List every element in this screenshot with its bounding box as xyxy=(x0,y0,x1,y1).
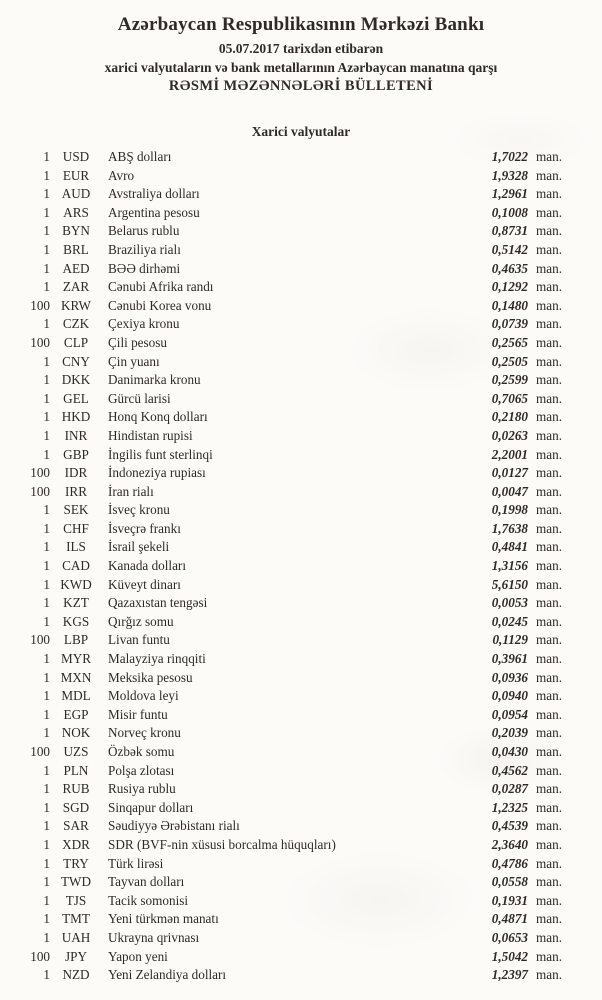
currency-name: İndoneziya rupiası xyxy=(108,465,206,481)
rate-quantity: 1 xyxy=(43,799,50,815)
currency-name: Səudiyyə Ərəbistanı rialı xyxy=(108,818,240,834)
currency-name: Argentina pesosu xyxy=(108,204,200,220)
rate-quantity: 1 xyxy=(43,836,50,852)
rate-value: 0,0940 xyxy=(491,688,528,704)
rate-value: 0,5142 xyxy=(491,241,528,257)
rate-quantity: 100 xyxy=(30,334,50,350)
section-title: Xarici valyutalar xyxy=(251,124,351,139)
rate-value: 0,0954 xyxy=(491,706,528,722)
rate-row xyxy=(0,464,576,483)
rate-value: 2,3640 xyxy=(491,836,528,852)
rate-unit: man. xyxy=(536,502,563,518)
rate-unit: man. xyxy=(536,520,563,536)
effective-date: 05.07.2017 tarixdən etibarən xyxy=(218,41,384,56)
currency-code: ARS xyxy=(63,204,89,220)
rate-quantity: 100 xyxy=(30,948,50,964)
rate-quantity: 1 xyxy=(43,967,50,983)
currency-name: İsveç kronu xyxy=(108,502,170,518)
rate-unit: man. xyxy=(536,799,563,815)
currency-code: SGD xyxy=(62,799,90,815)
currency-name: Polşa zlotası xyxy=(108,762,175,778)
rate-unit: man. xyxy=(536,818,563,834)
currency-code: CHF xyxy=(63,520,89,536)
rate-unit: man. xyxy=(536,632,563,648)
rate-value: 0,1998 xyxy=(491,502,528,518)
currency-name: Qazaxıstan tengəsi xyxy=(108,595,208,611)
rate-value: 0,4841 xyxy=(491,539,528,555)
rate-unit: man. xyxy=(536,744,563,759)
rate-unit: man. xyxy=(536,149,563,164)
currency-code: CZK xyxy=(62,316,90,332)
rate-value: 0,4871 xyxy=(491,911,528,927)
rate-unit: man. xyxy=(536,334,563,350)
currency-code: BYN xyxy=(62,223,90,239)
rate-row xyxy=(0,873,576,892)
bank-title: Azərbaycan Respublikasının Mərkəzi Bankı xyxy=(117,14,485,35)
rate-value: 1,2961 xyxy=(491,186,528,202)
currency-name: Cənubi Afrika randı xyxy=(108,279,214,295)
rate-value: 0,1008 xyxy=(491,204,528,220)
rate-row xyxy=(0,799,576,818)
rate-unit: man. xyxy=(536,725,563,741)
currency-name: Norveç kronu xyxy=(108,725,181,741)
rate-value: 0,0127 xyxy=(491,465,528,481)
currency-name: Cənubi Korea vonu xyxy=(108,297,212,313)
currency-name: İran rialı xyxy=(108,483,154,499)
currency-code: GEL xyxy=(63,390,89,406)
rate-row xyxy=(0,948,576,967)
rate-unit: man. xyxy=(536,316,563,332)
rate-row xyxy=(0,613,576,632)
rate-unit: man. xyxy=(536,595,563,611)
rate-row xyxy=(0,185,576,204)
currency-code: UZS xyxy=(63,744,89,759)
currency-code: AED xyxy=(62,260,90,276)
currency-code: ZAR xyxy=(62,279,90,295)
currency-code: SEK xyxy=(63,502,89,518)
rate-unit: man. xyxy=(536,372,563,388)
rate-unit: man. xyxy=(536,558,563,574)
currency-code: UAH xyxy=(61,929,91,945)
rate-quantity: 1 xyxy=(43,781,50,797)
currency-code: CLP xyxy=(63,334,89,350)
rate-value: 0,0430 xyxy=(491,744,528,759)
rate-value: 0,1931 xyxy=(491,892,528,908)
rate-value: 0,0936 xyxy=(491,669,528,685)
rate-quantity: 1 xyxy=(43,186,50,202)
rate-row xyxy=(0,222,576,241)
rate-unit: man. xyxy=(536,651,563,667)
currency-code: KRW xyxy=(60,297,92,313)
rate-quantity: 1 xyxy=(43,725,50,741)
currency-name: Yeni türkmən manatı xyxy=(108,911,219,927)
rate-row xyxy=(0,762,576,781)
rate-unit: man. xyxy=(536,167,563,183)
currency-name: Avstraliya dolları xyxy=(108,186,200,202)
rate-value: 1,7638 xyxy=(491,520,528,536)
rate-row xyxy=(0,966,576,985)
rate-value: 0,4635 xyxy=(491,260,528,276)
currency-name: Rusiya rublu xyxy=(108,781,176,797)
rate-row xyxy=(0,390,576,409)
currency-code: PLN xyxy=(63,762,89,778)
currency-name: Kanada dolları xyxy=(108,558,186,574)
currency-code: NOK xyxy=(61,725,91,741)
rate-unit: man. xyxy=(536,409,563,425)
rate-row xyxy=(0,929,576,948)
currency-code: EGP xyxy=(63,706,89,722)
currency-code: AUD xyxy=(61,186,91,202)
rate-value: 2,2001 xyxy=(491,446,528,462)
rate-unit: man. xyxy=(536,874,563,890)
rate-quantity: 1 xyxy=(43,372,50,388)
rate-row xyxy=(0,687,576,706)
bulletin-title: RƏSMİ MƏZƏNNƏLƏRİ BÜLLETENİ xyxy=(168,78,434,94)
currency-name: Sinqapur dolları xyxy=(108,799,194,815)
subtitle: xarici valyutaların və bank metallarının Azərbaycan manatına qarşı xyxy=(104,60,498,75)
rate-value: 0,2039 xyxy=(491,725,528,741)
rate-row xyxy=(0,910,576,929)
rate-quantity: 100 xyxy=(30,465,50,481)
currency-name: Danimarka kronu xyxy=(108,372,201,388)
currency-name: Livan funtu xyxy=(108,632,170,648)
currency-code: JPY xyxy=(65,948,87,964)
rate-unit: man. xyxy=(536,186,563,202)
currency-name: Misir funtu xyxy=(108,706,168,722)
currency-name: Küveyt dinarı xyxy=(108,576,181,592)
rate-value: 0,7065 xyxy=(491,390,528,406)
rate-row xyxy=(0,538,576,557)
rate-quantity: 1 xyxy=(43,613,50,629)
rate-row xyxy=(0,594,576,613)
rate-row xyxy=(0,743,576,762)
currency-name: Yapon yeni xyxy=(108,948,168,964)
currency-code: DKK xyxy=(61,372,91,388)
rates-table xyxy=(0,148,602,985)
rate-value: 0,0287 xyxy=(491,781,528,797)
rate-unit: man. xyxy=(536,688,563,704)
rate-quantity: 1 xyxy=(43,576,50,592)
rate-unit: man. xyxy=(536,781,563,797)
currency-code: LBP xyxy=(63,632,89,648)
rate-value: 0,3961 xyxy=(491,651,528,667)
rate-row xyxy=(0,483,576,502)
rate-quantity: 1 xyxy=(43,520,50,536)
rate-row xyxy=(0,260,576,279)
rate-row xyxy=(0,446,576,465)
rate-row xyxy=(0,501,576,520)
rate-unit: man. xyxy=(536,836,563,852)
rate-row xyxy=(0,353,576,372)
rate-row xyxy=(0,148,576,167)
rate-row xyxy=(0,334,576,353)
rate-row xyxy=(0,855,576,874)
rate-row xyxy=(0,167,576,186)
currency-code: USD xyxy=(62,149,90,164)
currency-name: Çin yuanı xyxy=(108,353,160,369)
currency-code: RUB xyxy=(62,781,90,797)
rate-quantity: 1 xyxy=(43,149,50,164)
rate-value: 0,4539 xyxy=(491,818,528,834)
currency-name: Çexiya kronu xyxy=(108,316,180,332)
currency-name: Yeni Zelandiya dolları xyxy=(108,967,227,983)
rate-unit: man. xyxy=(536,539,563,555)
rate-quantity: 1 xyxy=(43,595,50,611)
rate-row xyxy=(0,631,576,650)
rate-row xyxy=(0,278,576,297)
rate-value: 0,0653 xyxy=(491,929,528,945)
rate-row xyxy=(0,650,576,669)
rate-row xyxy=(0,204,576,223)
currency-name: Özbək somu xyxy=(108,744,175,759)
rate-unit: man. xyxy=(536,297,563,313)
rate-value: 0,1292 xyxy=(491,279,528,295)
currency-name: SDR (BVF-nin xüsusi borcalma hüquqları) xyxy=(108,836,336,852)
currency-code: XDR xyxy=(62,836,90,852)
rate-quantity: 1 xyxy=(43,929,50,945)
rate-value: 0,0263 xyxy=(491,427,528,443)
rate-quantity: 1 xyxy=(43,353,50,369)
currency-name: Malayziya rinqqiti xyxy=(108,651,206,667)
rate-quantity: 1 xyxy=(43,688,50,704)
rate-row xyxy=(0,520,576,539)
currency-name: İngilis funt sterlinqi xyxy=(108,446,213,462)
rate-row xyxy=(0,780,576,799)
currency-name: İsrail şekeli xyxy=(108,539,170,555)
rate-quantity: 1 xyxy=(43,316,50,332)
rate-quantity: 1 xyxy=(43,390,50,406)
rate-value: 0,4562 xyxy=(491,762,528,778)
rate-quantity: 1 xyxy=(43,502,50,518)
rate-value: 1,2325 xyxy=(491,799,528,815)
rate-row xyxy=(0,557,576,576)
rate-quantity: 1 xyxy=(43,911,50,927)
document-header xyxy=(0,0,602,96)
currency-code: IDR xyxy=(64,465,88,481)
rate-quantity: 1 xyxy=(43,892,50,908)
currency-name: Gürcü larisi xyxy=(108,390,171,406)
currency-code: SAR xyxy=(63,818,89,834)
currency-name: Türk lirəsi xyxy=(108,855,164,871)
rate-unit: man. xyxy=(536,223,563,239)
rate-unit: man. xyxy=(536,465,563,481)
rate-quantity: 100 xyxy=(30,483,50,499)
currency-code: KZT xyxy=(63,595,89,611)
currency-code: TJS xyxy=(65,892,87,908)
rate-quantity: 1 xyxy=(43,279,50,295)
currency-code: KGS xyxy=(62,613,90,629)
rate-quantity: 1 xyxy=(43,409,50,425)
rate-value: 0,0245 xyxy=(491,613,528,629)
rate-quantity: 1 xyxy=(43,762,50,778)
rate-row xyxy=(0,427,576,446)
rate-unit: man. xyxy=(536,353,563,369)
currency-code: KWD xyxy=(60,576,92,592)
currency-code: ILS xyxy=(66,539,86,555)
rate-value: 0,4786 xyxy=(491,855,528,871)
currency-name: Honq Konq dolları xyxy=(108,409,208,425)
currency-code: EUR xyxy=(62,167,90,183)
currency-code: IRR xyxy=(65,483,87,499)
currency-code: TMT xyxy=(62,911,90,927)
rate-quantity: 1 xyxy=(43,446,50,462)
currency-code: INR xyxy=(64,427,88,443)
rate-quantity: 1 xyxy=(43,539,50,555)
rate-value: 0,2505 xyxy=(491,353,528,369)
currency-code: HKD xyxy=(61,409,91,425)
rate-row xyxy=(0,576,576,595)
rate-unit: man. xyxy=(536,576,563,592)
rate-row xyxy=(0,817,576,836)
currency-code: GBP xyxy=(63,446,89,462)
rate-quantity: 1 xyxy=(43,874,50,890)
currency-name: Tacik somonisi xyxy=(108,892,189,908)
rate-unit: man. xyxy=(536,260,563,276)
currency-code: CNY xyxy=(62,353,90,369)
rate-value: 1,9328 xyxy=(491,167,528,183)
rate-unit: man. xyxy=(536,967,563,983)
rate-quantity: 1 xyxy=(43,427,50,443)
rate-quantity: 1 xyxy=(43,818,50,834)
rate-value: 1,2397 xyxy=(491,967,528,983)
rate-unit: man. xyxy=(536,483,563,499)
currency-name: Qırğız somu xyxy=(108,613,174,629)
rate-unit: man. xyxy=(536,948,563,964)
rate-quantity: 1 xyxy=(43,669,50,685)
rate-unit: man. xyxy=(536,446,563,462)
rate-unit: man. xyxy=(536,762,563,778)
rate-unit: man. xyxy=(536,892,563,908)
currency-code: NZD xyxy=(62,967,90,983)
currency-name: Hindistan rupisi xyxy=(108,427,193,443)
rate-quantity: 1 xyxy=(43,855,50,871)
currency-name: BƏƏ dirhəmi xyxy=(108,260,181,276)
currency-name: Belarus rublu xyxy=(108,223,180,239)
currency-name: Avro xyxy=(108,167,135,183)
rate-quantity: 100 xyxy=(30,744,50,759)
rate-quantity: 100 xyxy=(30,297,50,313)
rate-quantity: 1 xyxy=(43,167,50,183)
rate-value: 0,0053 xyxy=(491,595,528,611)
currency-name: Meksika pesosu xyxy=(108,669,193,685)
currency-name: Moldova leyi xyxy=(108,688,179,704)
rate-value: 0,2599 xyxy=(491,372,528,388)
rate-unit: man. xyxy=(536,613,563,629)
rate-row xyxy=(0,892,576,911)
rate-unit: man. xyxy=(536,390,563,406)
rate-quantity: 1 xyxy=(43,260,50,276)
currency-code: TWD xyxy=(60,874,92,890)
rate-unit: man. xyxy=(536,427,563,443)
currency-name: İsveçrə frankı xyxy=(108,520,181,536)
rate-unit: man. xyxy=(536,929,563,945)
currency-code: TRY xyxy=(63,855,89,871)
rate-value: 0,0047 xyxy=(491,483,528,499)
rate-row xyxy=(0,297,576,316)
rate-quantity: 1 xyxy=(43,558,50,574)
rate-value: 5,6150 xyxy=(491,576,528,592)
rate-unit: man. xyxy=(536,911,563,927)
currency-name: Ukrayna qrivnası xyxy=(108,929,200,945)
currency-name: ABŞ dolları xyxy=(108,149,172,164)
rate-row xyxy=(0,241,576,260)
currency-name: Çili pesosu xyxy=(108,334,167,350)
rate-quantity: 1 xyxy=(43,241,50,257)
rate-unit: man. xyxy=(536,279,563,295)
rate-value: 0,2180 xyxy=(491,409,528,425)
currency-code: MYR xyxy=(60,651,92,667)
currency-code: BRL xyxy=(63,241,89,257)
currency-code: MDL xyxy=(61,688,91,704)
rate-value: 0,2565 xyxy=(491,334,528,350)
rate-quantity: 1 xyxy=(43,651,50,667)
currency-code: CAD xyxy=(62,558,90,574)
rate-value: 0,0739 xyxy=(491,316,528,332)
rate-quantity: 1 xyxy=(43,204,50,220)
rate-quantity: 100 xyxy=(30,632,50,648)
rate-value: 1,7022 xyxy=(491,149,528,164)
rate-row xyxy=(0,836,576,855)
rate-row xyxy=(0,315,576,334)
rate-row xyxy=(0,669,576,688)
rate-quantity: 1 xyxy=(43,223,50,239)
rate-row xyxy=(0,371,576,390)
currency-code: MXN xyxy=(60,669,92,685)
rate-value: 0,1480 xyxy=(491,297,528,313)
rate-value: 1,3156 xyxy=(491,558,528,574)
rate-value: 0,8731 xyxy=(491,223,528,239)
currency-name: Tayvan dolları xyxy=(108,874,185,890)
rate-unit: man. xyxy=(536,706,563,722)
rate-value: 0,0558 xyxy=(491,874,528,890)
currency-name: Braziliya rialı xyxy=(108,241,181,257)
rate-quantity: 1 xyxy=(43,706,50,722)
rate-unit: man. xyxy=(536,204,563,220)
rate-row xyxy=(0,706,576,725)
rate-value: 0,1129 xyxy=(492,632,528,648)
rate-row xyxy=(0,724,576,743)
rate-row xyxy=(0,408,576,427)
rate-unit: man. xyxy=(536,855,563,871)
rate-value: 1,5042 xyxy=(491,948,528,964)
rate-unit: man. xyxy=(536,241,563,257)
rate-unit: man. xyxy=(536,669,563,685)
